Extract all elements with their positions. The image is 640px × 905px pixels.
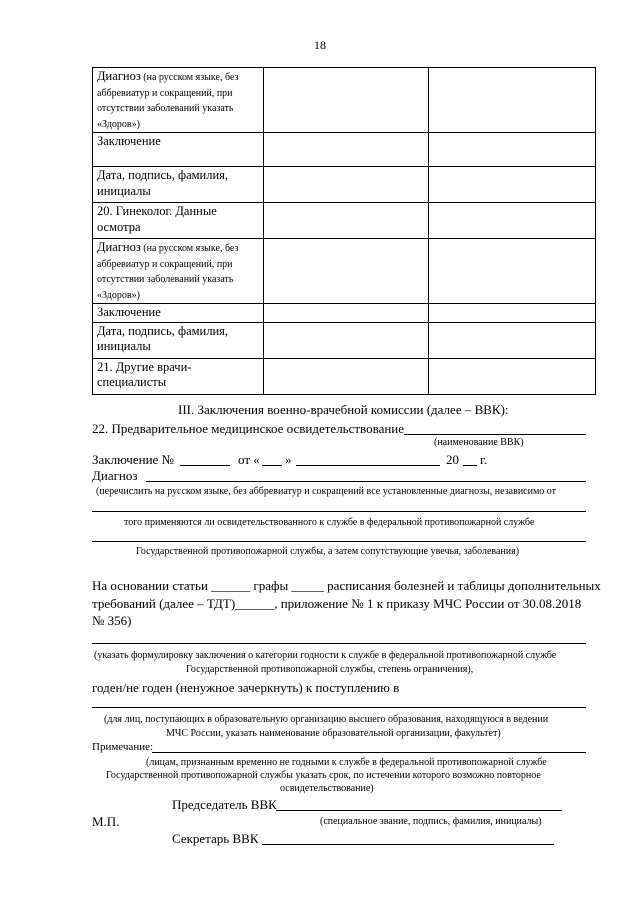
cell-blank[interactable] — [264, 304, 429, 323]
secretary-signature-field[interactable] — [262, 844, 554, 845]
table-row — [93, 322, 596, 358]
table-row — [93, 239, 596, 304]
cell-blank[interactable] — [264, 167, 429, 203]
table-row — [93, 167, 596, 203]
cell-blank[interactable] — [264, 322, 429, 358]
stamp-mark: М.П. — [92, 814, 120, 829]
fit-line: годен/не годен (ненужное зачеркнуть) к поступлению в — [92, 680, 400, 695]
diagnosis-field[interactable] — [146, 481, 586, 482]
cell-blank[interactable] — [429, 358, 596, 394]
table-row — [93, 358, 596, 394]
cell-blank[interactable] — [264, 68, 429, 133]
cell-blank[interactable] — [264, 358, 429, 394]
row-label: Дата, подпись, фамилия, инициалы — [93, 167, 264, 203]
diagnosis-hint-3: Государственной противопожарной службы, а затем сопутствующие увечья, заболевания) — [136, 546, 520, 557]
table-row — [93, 133, 596, 167]
cell-blank[interactable] — [264, 133, 429, 167]
date-month-field[interactable] — [296, 465, 440, 466]
cell-blank[interactable] — [264, 203, 429, 239]
diagnosis-line-3[interactable] — [92, 541, 586, 542]
diagnosis-hint-2: того применяются ли освидетельствованного к службе в федеральной противопожарной службе — [124, 517, 535, 528]
category-hint-1: (указать формулировку заключения о категории годности к службе в федеральной противопожарной службе — [94, 650, 557, 661]
diagnosis-label: Диагноз — [92, 468, 138, 483]
note-label: Примечание: — [92, 741, 154, 753]
year-prefix: 20 — [446, 452, 459, 467]
date-year-field[interactable] — [463, 465, 477, 466]
table-row — [93, 203, 596, 239]
row-label: Заключение — [93, 133, 264, 167]
section-title: III. Заключения военно-врачебной комиссии (далее – ВВК): — [178, 402, 509, 417]
page-number: 18 — [314, 38, 326, 52]
secretary-label: Секретарь ВВК — [172, 831, 259, 846]
cell-blank[interactable] — [429, 239, 596, 304]
item-22-label: 22. Предварительное медицинское освидетельствование — [92, 421, 405, 436]
conclusion-number-label: Заключение № — [92, 452, 174, 467]
diagnosis-hint-1: (перечислить на русском языке, без аббревиатур и сокращений все установленные диагнозы, независимо от — [96, 486, 557, 497]
note-hint-1: (лицам, признанным временно не годными к службе в федеральной противопожарной службе — [146, 757, 547, 768]
cell-blank[interactable] — [429, 167, 596, 203]
cell-blank[interactable] — [429, 322, 596, 358]
category-field[interactable] — [92, 643, 586, 644]
basis-line-2: требований (далее – ТДТ)______, приложение № 1 к приказу МЧС России от 30.08.2018 — [92, 596, 582, 611]
cell-blank[interactable] — [429, 304, 596, 323]
row-label: 20. Гинеколог. Данные осмотра — [93, 203, 264, 239]
cell-blank[interactable] — [264, 239, 429, 304]
signature-hint: (специальное звание, подпись, фамилия, инициалы) — [320, 816, 542, 827]
date-day-field[interactable] — [262, 465, 282, 466]
row-label: Дата, подпись, фамилия, инициалы — [93, 322, 264, 358]
row-label: 21. Другие врачи-специалисты — [93, 358, 264, 394]
cell-blank[interactable] — [429, 133, 596, 167]
conclusion-number-field[interactable] — [180, 465, 230, 466]
cell-blank[interactable] — [429, 203, 596, 239]
row-label: Диагноз (на русском языке, без аббревиатур и сокращений, при отсутствии заболеваний указать «Здоров») — [93, 239, 264, 304]
vvk-name-hint: (наименование ВВК) — [434, 437, 524, 448]
basis-line-3: № 356) — [92, 613, 132, 628]
education-hint-1: (для лиц, поступающих в образовательную организацию высшего образования, находящуюся в ведении — [104, 714, 549, 725]
chairman-label: Председатель ВВК — [172, 797, 277, 812]
date-from-label: от « — [238, 452, 260, 467]
note-field[interactable] — [152, 752, 586, 753]
vvk-name-field[interactable] — [404, 434, 586, 435]
basis-line-1: На основании статьи ______ графы _____ расписания болезней и таблицы дополнительных — [92, 578, 601, 593]
education-hint-2: МЧС России, указать наименование образовательной организации, факультет) — [166, 728, 501, 739]
row-label: Заключение — [93, 304, 264, 323]
row-label: Диагноз (на русском языке, без аббревиатур и сокращений, при отсутствии заболеваний указать «Здоров») — [93, 68, 264, 133]
education-field[interactable] — [92, 707, 586, 708]
year-suffix: г. — [480, 452, 488, 467]
chairman-signature-field[interactable] — [276, 810, 562, 811]
diagnosis-line-2[interactable] — [92, 511, 586, 512]
date-quote: » — [285, 452, 292, 467]
cell-blank[interactable] — [429, 68, 596, 133]
table-row — [93, 304, 596, 323]
table-row — [93, 68, 596, 133]
note-hint-2: Государственной противопожарной службы указать срок, по истечении которого возможно повторное — [106, 770, 541, 781]
note-hint-3: освидетельствование) — [280, 783, 374, 794]
category-hint-2: Государственной противопожарной службы, степень ограничения), — [186, 664, 474, 675]
exam-table — [92, 67, 596, 395]
